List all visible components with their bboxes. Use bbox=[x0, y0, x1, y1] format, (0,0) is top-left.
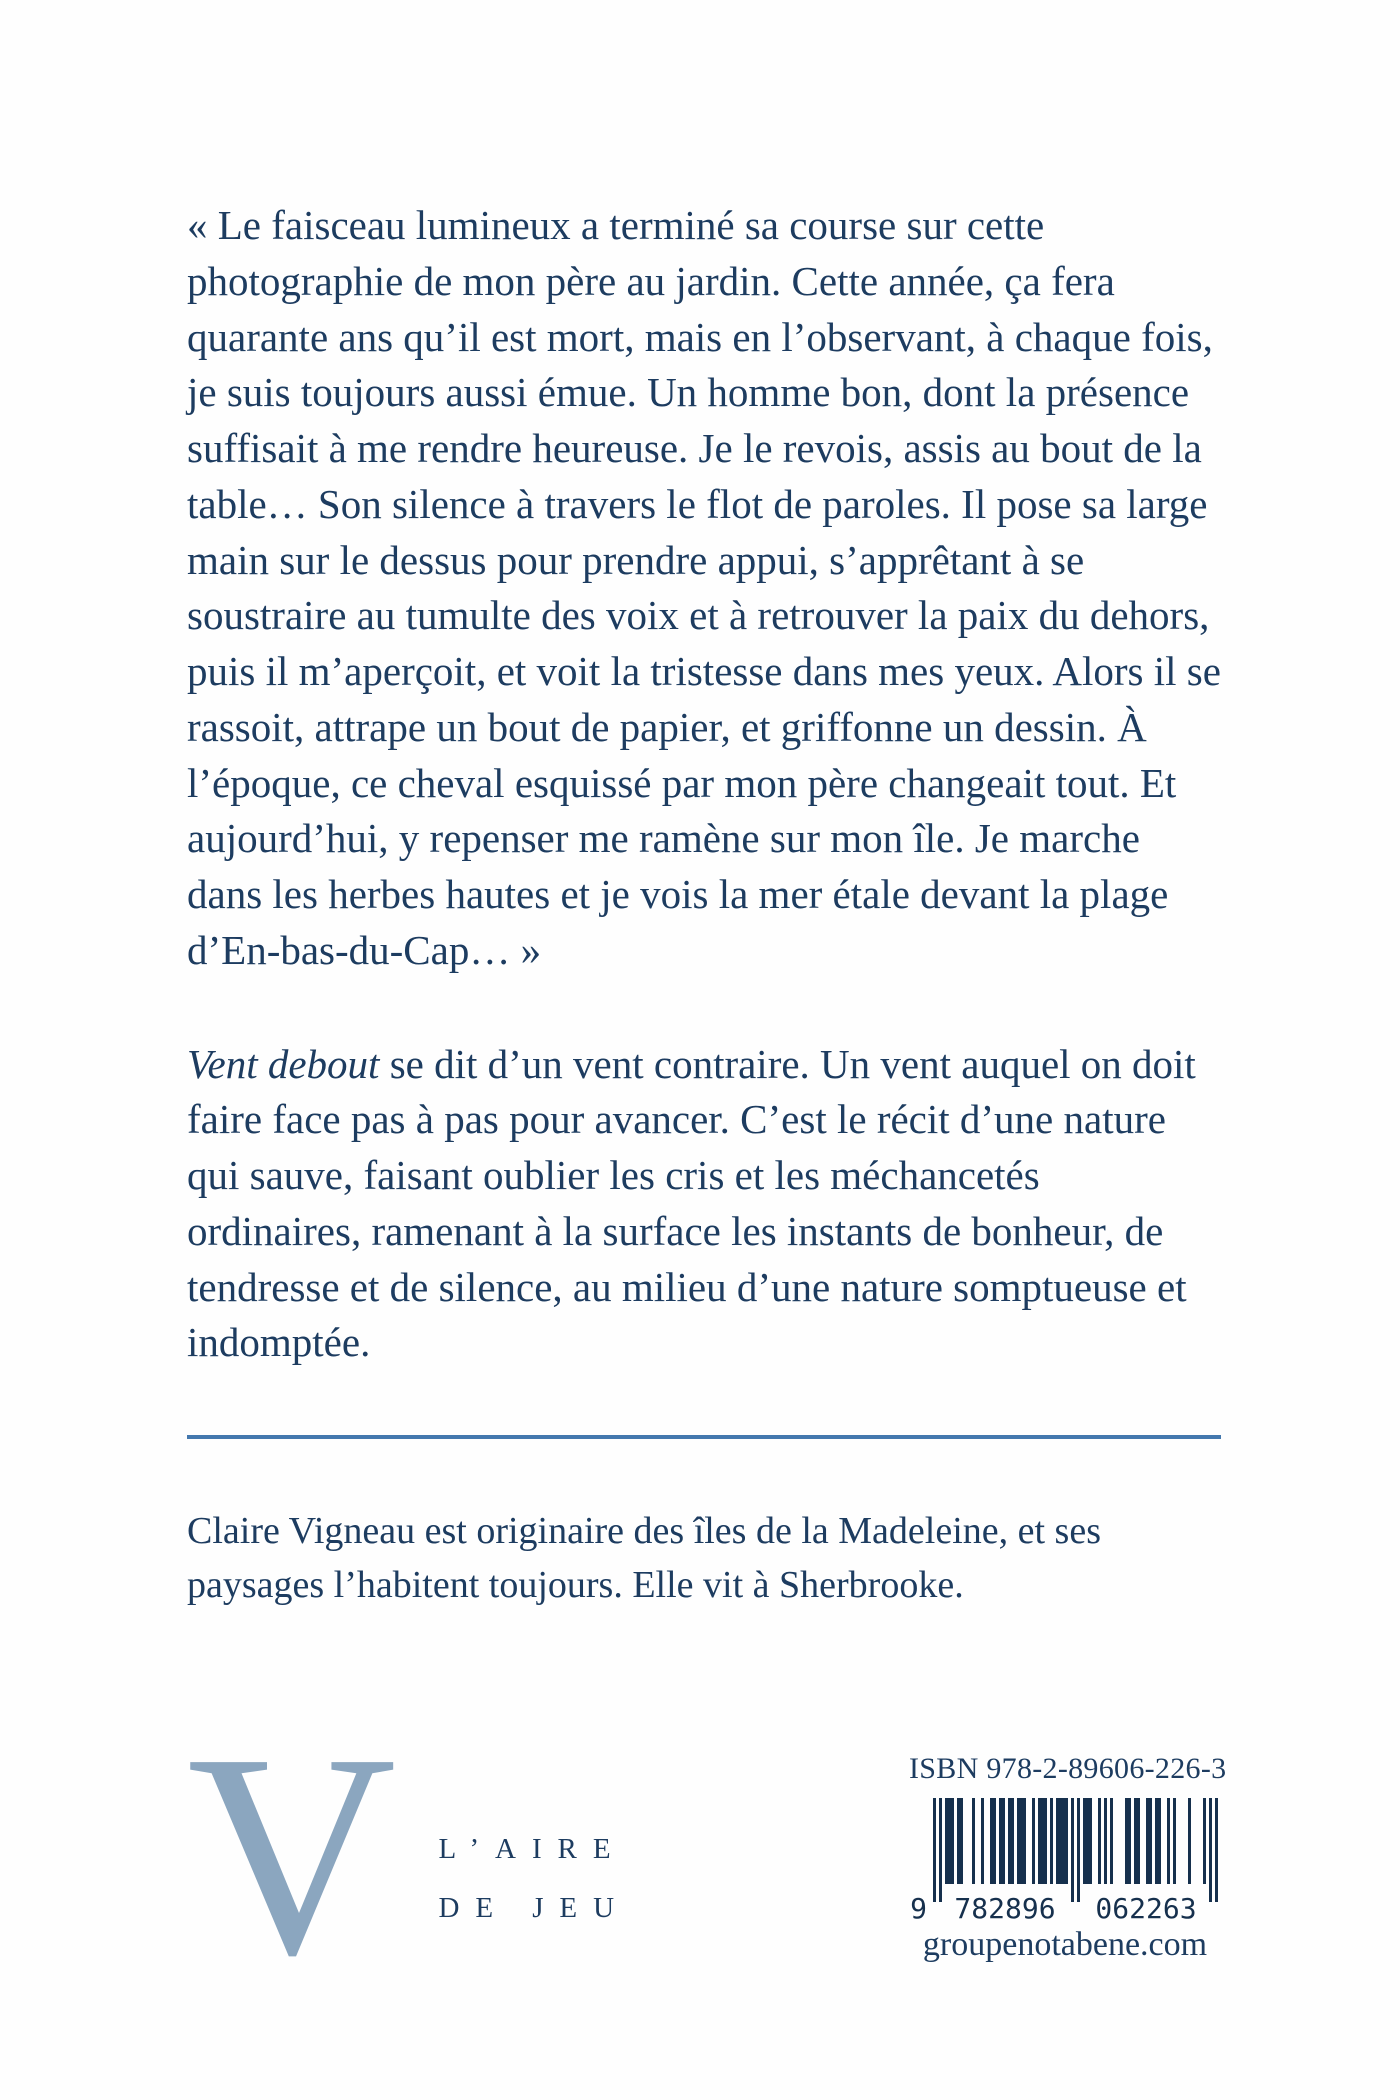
isbn-block bbox=[909, 1752, 1227, 1964]
imprint-line-1: L’AIRE bbox=[438, 1833, 627, 1865]
isbn-label: ISBN 978-2-89606-226-3 bbox=[909, 1752, 1227, 1785]
publisher-logo bbox=[187, 1694, 630, 2015]
svg-text:9: 9 bbox=[910, 1892, 927, 1924]
svg-text:062263: 062263 bbox=[1095, 1892, 1197, 1924]
publisher-imprint bbox=[438, 1820, 630, 1939]
footer bbox=[187, 1694, 1227, 2015]
publisher-logo-v-icon: V bbox=[187, 1694, 397, 2015]
synopsis-text: se dit d’un vent contraire. Un vent auquel on doit faire face pas à pas pour avancer. C’est le récit d’une nature qui sauve, faisant oublier les cris et les méchancetés ordinaires, ramenant à la surface les instants de bonheur, de tendresse et de silence, au milieu d’une nature somptueuse et indomptée. bbox=[187, 1040, 1196, 1366]
back-cover-quote: « Le faisceau lumineux a terminé sa course sur cette photographie de mon père au jardin. Cette année, ça fera quarante ans qu’il est mort, mais en l’observant, à chaque fois, je suis toujours aussi émue. Un homme bon, dont la présence suffisait à me rendre heureuse. Je le revois, assis au bout de la table… Son silence à travers le flot de paroles. Il pose sa large main sur le dessus pour prendre appui, s’apprêtant à se soustraire au tumulte des voix et à retrouver la paix du dehors, puis il m’aperçoit, et voit la tristesse dans mes yeux. Alors il se rassoit, attrape un bout de papier, et griffonne un dessin. À l’époque, ce cheval esquissé par mon père changeait tout. Et aujourd’hui, y repenser me ramène sur mon île. Je marche dans les herbes hautes et je vois la mer étale devant la plage d’En-bas-du-Cap… » bbox=[187, 202, 1221, 973]
ean13-barcode bbox=[909, 1798, 1221, 1924]
book-title-italic: Vent debout bbox=[187, 1040, 380, 1087]
imprint-line-2: DE JEU bbox=[438, 1892, 630, 1925]
synopsis bbox=[187, 1037, 1221, 1372]
svg-text:782896: 782896 bbox=[954, 1892, 1056, 1924]
back-cover-text-block bbox=[187, 198, 1221, 1613]
author-bio: Claire Vigneau est originaire des îles de la Madeleine, et ses paysages l’habitent toujours. Elle vit à Sherbrooke. bbox=[187, 1510, 1101, 1606]
publisher-website: groupenotabene.com bbox=[922, 1926, 1208, 1963]
divider-rule bbox=[187, 1435, 1221, 1439]
